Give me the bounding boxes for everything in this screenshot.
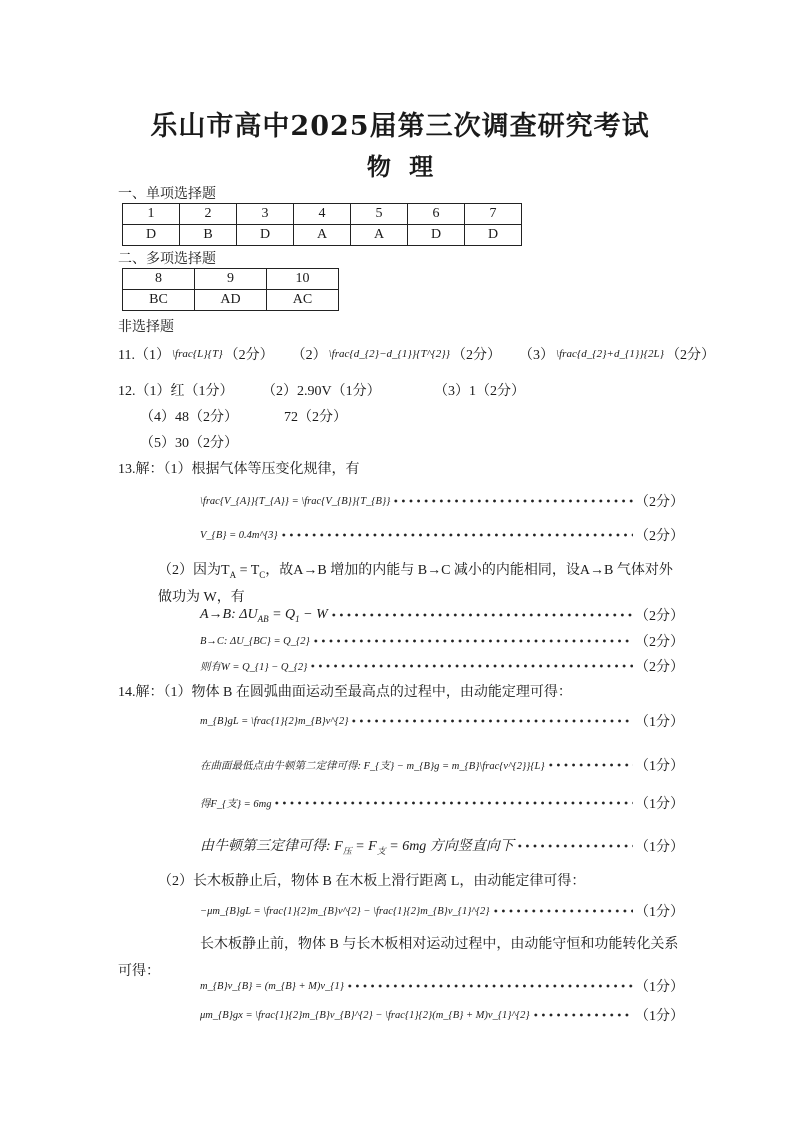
answer-cell: AC bbox=[267, 290, 339, 311]
section-heading-single-choice: 一、单项选择题 bbox=[118, 187, 216, 202]
score: （1分） bbox=[635, 797, 684, 812]
q11-answers bbox=[118, 344, 715, 364]
q12-answer-4b: 72（2分） bbox=[284, 410, 347, 425]
formula: 得F_{支} = 6mg bbox=[200, 798, 272, 810]
table-row-answers bbox=[123, 225, 522, 246]
dot-leader bbox=[273, 798, 633, 808]
q11-answer-1: \frac{L}{T} bbox=[171, 348, 223, 360]
score: （1分） bbox=[635, 905, 684, 920]
q14-step-1 bbox=[200, 708, 684, 734]
q12-answer-5: （5）30（2分） bbox=[140, 436, 238, 451]
q11-score-3: （2分） bbox=[666, 348, 716, 363]
dot-leader bbox=[492, 906, 634, 916]
dot-leader bbox=[330, 610, 633, 620]
score: （1分） bbox=[635, 980, 684, 995]
q14-part2-mid-cont: 可得： bbox=[118, 964, 160, 979]
q11-label-2: （2） bbox=[291, 348, 327, 363]
dot-leader bbox=[350, 716, 633, 726]
q13-intro: 13.解：（1）根据气体等压变化规律，有 bbox=[118, 462, 360, 477]
answer-cell: B bbox=[180, 225, 237, 246]
formula: B→C: ΔU_{BC} = Q_{2} bbox=[200, 635, 310, 647]
answer-cell: D bbox=[465, 225, 522, 246]
dot-leader bbox=[280, 530, 633, 540]
formula: 由牛顿第三定律可得: $F_压 = F_支 = 6mg$ 方向竖直向下 bbox=[200, 839, 514, 856]
document-title: 乐山市高中2025届第三次调查研究考试 bbox=[150, 111, 650, 142]
score: （2分） bbox=[635, 660, 684, 675]
score: （1分） bbox=[635, 1009, 684, 1024]
q13-step-5 bbox=[200, 653, 684, 679]
formula: A→B: $\Delta U_{AB} = Q_1 - W$ bbox=[200, 606, 328, 624]
question-number: 8 bbox=[123, 269, 195, 290]
question-number: 1 bbox=[123, 204, 180, 225]
question-number: 4 bbox=[294, 204, 351, 225]
q11-score-2: （2分） bbox=[452, 348, 502, 363]
formula: 则有W = Q_{1} − Q_{2} bbox=[200, 661, 308, 673]
answer-cell: D bbox=[123, 225, 180, 246]
score: （1分） bbox=[635, 715, 684, 730]
dot-leader bbox=[309, 661, 633, 671]
answer-cell: D bbox=[237, 225, 294, 246]
score: （2分） bbox=[635, 529, 684, 544]
q14-step-3 bbox=[200, 790, 684, 816]
q14-step-6 bbox=[200, 973, 684, 999]
subject-title: 物 理 bbox=[366, 152, 434, 181]
q13-step-3 bbox=[200, 602, 684, 628]
score: （1分） bbox=[635, 759, 684, 774]
single-choice-answer-table bbox=[122, 203, 522, 246]
q14-intro: 14.解：（1）物体 B 在圆弧曲面运动至最高点的过程中，由动能定理可得： bbox=[118, 685, 572, 700]
question-number: 7 bbox=[465, 204, 522, 225]
multi-choice-answer-table bbox=[122, 268, 339, 311]
q13-step-1 bbox=[200, 488, 684, 514]
q14-step-2 bbox=[200, 752, 684, 778]
q11-score-1: （2分） bbox=[224, 348, 274, 363]
question-number: 5 bbox=[351, 204, 408, 225]
q12-answer-1: 12.（1）红（1分） bbox=[118, 384, 234, 399]
question-number: 2 bbox=[180, 204, 237, 225]
question-number: 6 bbox=[408, 204, 465, 225]
formula: μm_{B}gx = \frac{1}{2}m_{B}v_{B}^{2} − \frac{1}{2}(m_{B} + M)v_{1}^{2} bbox=[200, 1009, 530, 1021]
q14-part2-mid: 长木板静止前，物体 B 与长木板相对运动过程中，由动能守恒和功能转化关系 bbox=[200, 937, 679, 952]
score: （2分） bbox=[635, 609, 684, 624]
q14-step-7 bbox=[200, 1002, 684, 1028]
formula: m_{B}v_{B} = (m_{B} + M)v_{1} bbox=[200, 980, 344, 992]
answer-cell: D bbox=[408, 225, 465, 246]
q14-step-5 bbox=[200, 898, 684, 924]
score: （1分） bbox=[635, 840, 684, 855]
dot-leader bbox=[547, 760, 633, 770]
q11-label: 11.（1） bbox=[118, 348, 170, 363]
score: （2分） bbox=[635, 635, 684, 650]
q12-answer-3: （3）1（2分） bbox=[434, 384, 525, 399]
question-number: 3 bbox=[237, 204, 294, 225]
dot-leader bbox=[392, 496, 633, 506]
formula: 在曲面最低点由牛顿第二定律可得: F_{支} − m_{B}g = m_{B}\frac{v^{2}}{L} bbox=[200, 760, 545, 772]
q11-label-3: （3） bbox=[519, 348, 555, 363]
section-heading-non-choice: 非选择题 bbox=[118, 320, 174, 335]
answer-cell: A bbox=[351, 225, 408, 246]
q14-part2-intro: （2）长木板静止后，物体 B 在木板上滑行距离 L，由动能定律可得： bbox=[158, 874, 586, 889]
formula: −μm_{B}gL = \frac{1}{2}m_{B}v^{2} − \frac{1}{2}m_{B}v_{1}^{2} bbox=[200, 905, 490, 917]
q13-step-4 bbox=[200, 628, 684, 654]
dot-leader bbox=[532, 1010, 633, 1020]
formula: m_{B}gL = \frac{1}{2}m_{B}v^{2} bbox=[200, 715, 349, 727]
table-row-numbers bbox=[123, 269, 339, 290]
q11-answer-3: \frac{d_{2}+d_{1}}{2L} bbox=[556, 348, 665, 360]
q12-answer-2: （2）2.90V（1分） bbox=[262, 384, 381, 399]
q13-step-2 bbox=[200, 522, 684, 548]
score: （2分） bbox=[635, 495, 684, 510]
question-number: 9 bbox=[195, 269, 267, 290]
q13-part2-text: （2）因为$T_A = T_C$，故A→B 增加的内能与 B→C 减小的内能相同，设A→B 气体对外 bbox=[158, 563, 673, 580]
answer-cell: A bbox=[294, 225, 351, 246]
answer-cell: AD bbox=[195, 290, 267, 311]
formula: V_{B} = 0.4m^{3} bbox=[200, 529, 278, 541]
section-heading-multi-choice: 二、多项选择题 bbox=[118, 252, 216, 267]
table-row-answers bbox=[123, 290, 339, 311]
q12-answer-4: （4）48（2分） bbox=[140, 410, 238, 425]
question-number: 10 bbox=[267, 269, 339, 290]
q11-answer-2: \frac{d_{2}−d_{1}}{T^{2}} bbox=[328, 348, 451, 360]
dot-leader bbox=[516, 841, 633, 851]
dot-leader bbox=[346, 981, 633, 991]
q14-step-4 bbox=[200, 833, 684, 859]
formula: \frac{V_{A}}{T_{A}} = \frac{V_{B}}{T_{B}} bbox=[200, 495, 391, 507]
table-row-numbers bbox=[123, 204, 522, 225]
q13-part2-text-cont: 做功为 W，有 bbox=[158, 590, 245, 605]
answer-cell: BC bbox=[123, 290, 195, 311]
dot-leader bbox=[312, 636, 633, 646]
